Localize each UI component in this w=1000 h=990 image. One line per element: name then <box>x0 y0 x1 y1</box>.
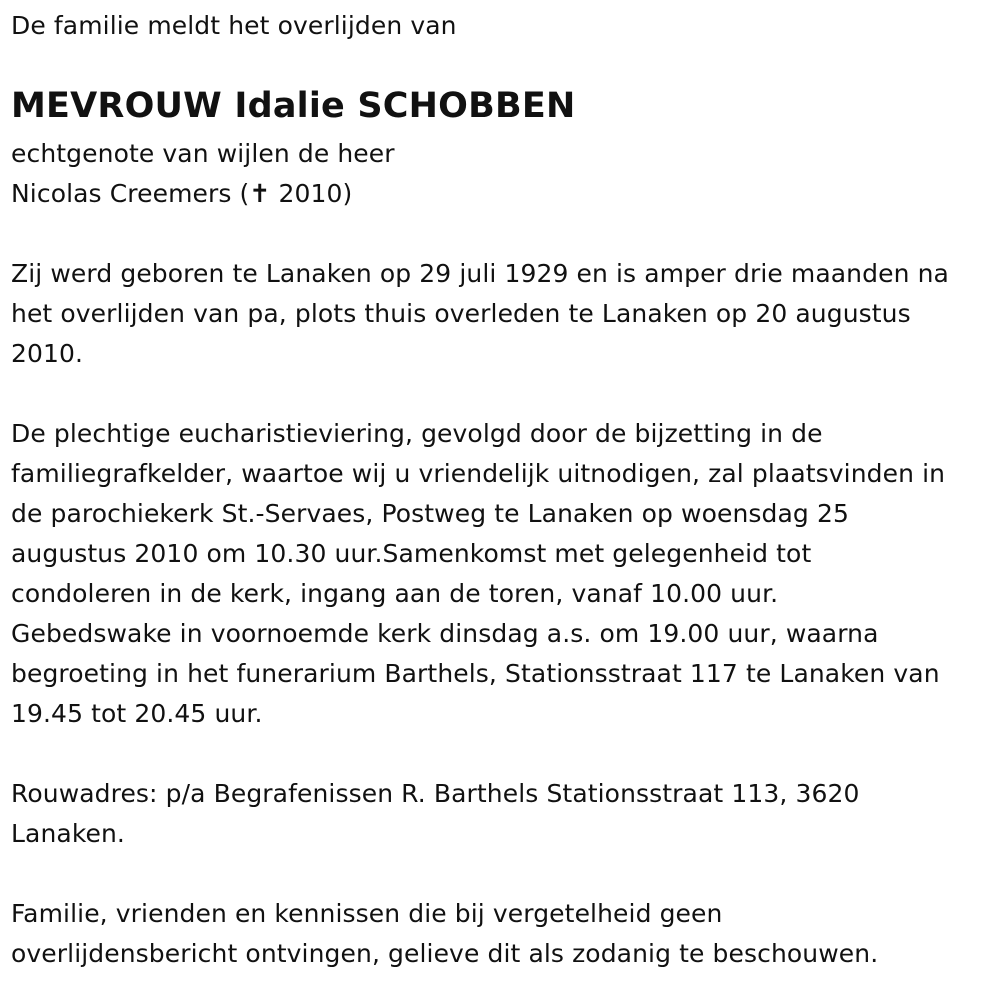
service-line: augustus 2010 om 10.30 uur.Samenkomst met gelegenheid tot <box>11 539 812 568</box>
service-line: De plechtige eucharistieviering, gevolgd door de bijzetting in de <box>11 419 823 448</box>
service-line: condoleren in de kerk, ingang aan de toren, vanaf 10.00 uur. <box>11 579 779 608</box>
deceased-name: MEVROUW Idalie SCHOBBEN <box>11 86 576 126</box>
birth-death-line: het overlijden van pa, plots thuis overleden te Lanaken op 20 augustus <box>11 299 911 328</box>
address-line: Lanaken. <box>11 819 125 848</box>
service-line: 19.45 tot 20.45 uur. <box>11 699 263 728</box>
service-line: de parochiekerk St.-Servaes, Postweg te Lanaken op woensdag 25 <box>11 499 849 528</box>
address-paragraph <box>11 774 859 854</box>
spouse-line: Nicolas Creemers (✝ 2010) <box>11 179 353 208</box>
spouse-line: echtgenote van wijlen de heer <box>11 139 395 168</box>
birth-death-line: 2010. <box>11 339 84 368</box>
address-line: Rouwadres: p/a Begrafenissen R. Barthels Stationsstraat 113, 3620 <box>11 779 860 808</box>
service-line: begroeting in het funerarium Barthels, Stationsstraat 117 te Lanaken van <box>11 659 940 688</box>
service-paragraph <box>11 414 945 734</box>
intro-text: De familie meldt het overlijden van <box>11 11 457 40</box>
family-note-paragraph <box>11 894 878 974</box>
service-line: Gebedswake in voornoemde kerk dinsdag a.s. om 19.00 uur, waarna <box>11 619 879 648</box>
spouse-paragraph <box>11 134 395 214</box>
birth-death-paragraph <box>11 254 949 374</box>
family-note-line: overlijdensbericht ontvingen, gelieve dit als zodanig te beschouwen. <box>11 939 879 968</box>
service-line: familiegrafkelder, waartoe wij u vriendelijk uitnodigen, zal plaatsvinden in <box>11 459 946 488</box>
birth-death-line: Zij werd geboren te Lanaken op 29 juli 1929 en is amper drie maanden na <box>11 259 949 288</box>
family-note-line: Familie, vrienden en kennissen die bij vergetelheid geen <box>11 899 723 928</box>
